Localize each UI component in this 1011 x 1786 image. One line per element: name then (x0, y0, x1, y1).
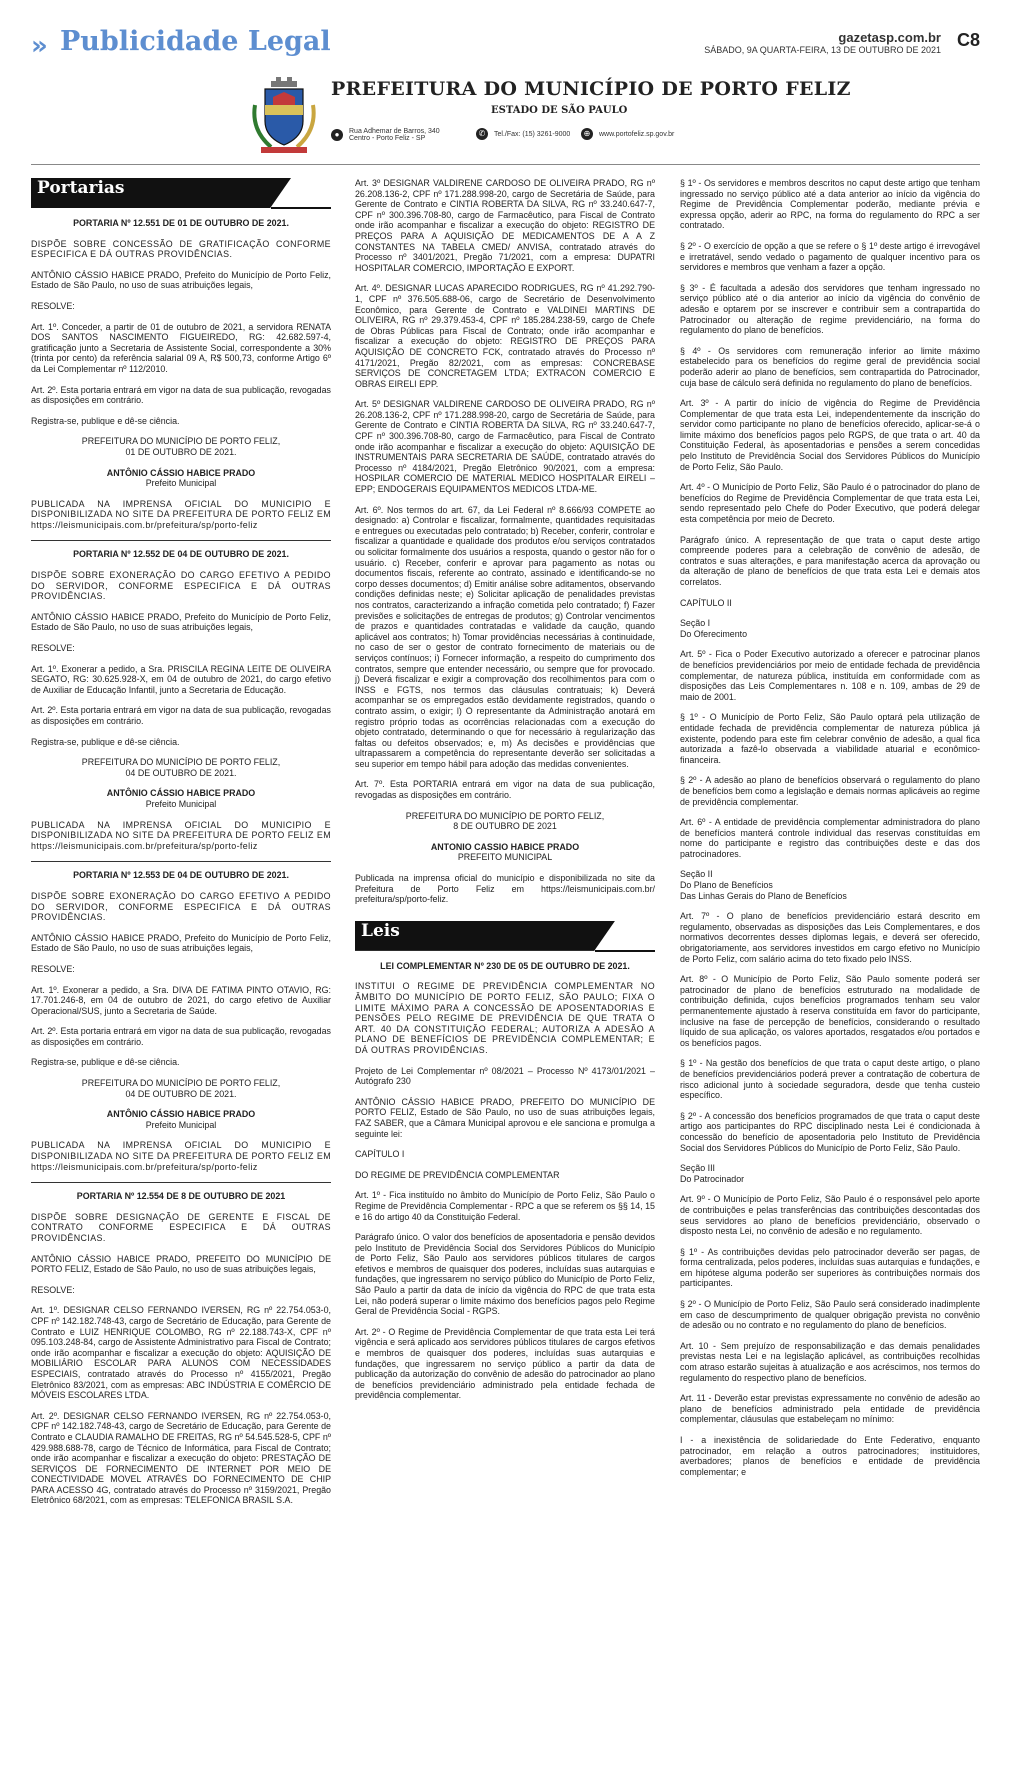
paragraph: ANTÔNIO CÁSSIO HABICE PRADO, Prefeito do Município de Porto Feliz, Estado de São Paulo, no uso de suas atribuições legais, (31, 932, 331, 954)
section-heading: Seção II (680, 869, 713, 880)
section-title: Do Oferecimento (680, 628, 748, 639)
address-text: Rua Adhemar de Barros, 340 Centro - Porto Feliz - SP (349, 128, 440, 142)
divider (31, 540, 331, 541)
article: Art. 9º - O Município de Porto Feliz, São Paulo é o responsável pelo aporte de contribuições e pelas transferências das contribuições descontadas dos seus servidores ao plano de benefícios previdenciário, observado o disposto nesta Lei, no convênio de adesão e no regulamento. (680, 1194, 980, 1237)
sign-date: 8 DE OUTUBRO DE 2021 (453, 821, 557, 832)
portaria-title: PORTARIA Nº 12.554 DE 8 DE OUTUBRO DE 2021 (76, 1191, 286, 1202)
signer-name: ANTÔNIO CÁSSIO HABICE PRADO (106, 788, 256, 799)
column-1 (31, 178, 331, 1516)
article: Art. 6º. Nos termos do art. 67, da Lei Federal nº 8.666/93 COMPETE ao designado: a) Controlar e fiscalizar, formalmente, quantidades requisitadas e entregues ou executadas pelo contratado; b) Receber, conferir, controlar e fiscalizar a quantidade e qualidade dos produtos e/ou serviços contratados ou solicitar formalmente dos usuários a resposta, quando o gestor não for o usuário. c) Receber, conferir e aprovar para pagamento as notas ou documentos fiscais, referente ao contrato, assinado e identificando-se no corpo desses documentos; d) Emitir análise sobre aditamentos, observando condições definidas neste; e) Solicitar aplicação de penalidades previstas nos contratos, caracterizando a infração cometida pelo contratado; f) Fazer previsões e solicitações de entregas de produtos; g) Controlar vencimentos de prazos e quantidades contratadas e validade da caução, quando aplicável aos contratos; h) Tomar providências necessárias à continuidade, no caso de ser o gestor de contrato fornecimento de materiais ou de serviços contínuos; i) Fornecer informação, a respeito do cumprimento dos contratos, sempre que entender necessário, ou sempre que for provocado. j) Deverá fiscalizar e exigir a comprovação dos recolhimentos para com o INSS e FGTS, nos termos das cláusulas contratuais; k) Deverá acompanhar se os empregados estão devidamente registrados, quando o contrato assim, o exigir; l) O representante da Administração anotará em registro próprio todas as ocorrências relacionadas com a execução do objeto contratado, determinando o que for necessário à regularização das faltas ou defeitos observados; e, m) As decisões e providências que ultrapassarem a competência do representante deverão ser solicitadas a seu superior em tempo hábil para adoção das medidas convenientes. (355, 504, 655, 769)
article: Art. 3º - A partir do início de vigência do Regime de Previdência Complementar de que trata esta Lei, independentemente da inscrição do servidor como participante no plano de benefícios oferecido, aplicar-se-á o limite máximo dos benefícios pagos pelo RGPS, de que trata o art. 40 da Constituição Federal, às aposentadorias e pensões a serem concedidas pelo Instituto de Previdência Social dos Servidores Públicos do Município de Porto Feliz, São Paulo. (680, 398, 980, 472)
paragraph: Registra-se, publique e dê-se ciência. (31, 415, 180, 426)
divider (31, 1182, 331, 1183)
phone (476, 128, 570, 140)
article: Art. 1º. Exonerar a pedido, a Sra. PRISCILA REGINA LEITE DE OLIVEIRA SEGATO, RG: 30.625.928-X, em 04 de outubro de 2021, do cargo efetivo de Auxiliar de Educação Infantil, junto a Secretaria de Educação. (31, 663, 331, 695)
paragraph: Parágrafo único. A representação de que trata o caput deste artigo compreende poderes para a celebração de convênio de adesão, de contratos e suas alterações, e para manifestação acerca da aprovação ou da alteração de plano de benefícios de que trata esta Lei e demais atos correlatos. (680, 534, 980, 587)
sign-date: 04 DE OUTUBRO DE 2021. (125, 767, 237, 778)
portaria-ementa: DISPÕE SOBRE EXONERAÇÃO DO CARGO EFETIVO A PEDIDO DO SERVIDOR, CONFORME ESPECIFICA E DÁ OUTRAS PROVIDÊNCIAS. (31, 570, 331, 602)
article: Art. 4º. DESIGNAR LUCAS APARECIDO RODRIGUES, RG nº 41.292.790-1, CPF nº 376.505.688-06, cargo de Secretário de Desenvolvimento Econômico, para Gerente de Contrato e VALDINEI MARTINS DE OLIVEIRA, RG nº 29.379.453-4, CPF nº 185.284.238-59, cargo de Chefe de Obras Públicas para Fiscal de Contrato; onde irão acompanhar e fiscalizar a execução do objeto: REGISTRO DE PREÇOS PARA AQUISIÇÃO DE CONCRETO FCK, contratado através do Processo nº 4171/2021, Pregão 82/2021, com as empresas: CONCREBASE SERVIÇOS DE CONCRETAGEM LTDA; EXTRACON COMERCIO E OBRAS EIRELI EPP. (355, 283, 655, 389)
coat-of-arms-icon (251, 75, 317, 155)
signer-name: ANTONIO CASSIO HABICE PRADO (430, 841, 580, 852)
section-header-leis: Leis (355, 921, 655, 951)
law-title: LEI COMPLEMENTAR Nº 230 DE 05 DE OUTUBRO DE 2021. (380, 960, 630, 971)
article: Art. 2º. Esta portaria entrará em vigor na data de sua publicação, revogadas as disposições em contrário. (31, 384, 331, 406)
law-ementa: INSTITUI O REGIME DE PREVIDÊNCIA COMPLEMENTAR NO ÂMBITO DO MUNICÍPIO DE PORTO FELIZ, SÃO PAULO; FIXA O LIMITE MÁXIMO PARA A CONCESSÃO DE APOSENTADORIAS E PENSÕES PELO REGIME DE PREVIDÊNCIA DE QUE TRATA O ART. 40 DA CONSTITUIÇÃO FEDERAL; AUTORIZA A ADESÃO A PLANO DE BENEFÍCIOS DE PREVIDÊNCIA COMPLEMENTAR; E DÁ OUTRAS PROVIDÊNCIAS. (355, 981, 655, 1055)
article: Art. 8º - O Município de Porto Feliz, São Paulo somente poderá ser patrocinador de plano de benefícios estruturado na modalidade de contribuição definida, cujos benefícios programados tenham seu valor permanentemente ajustado à reserva constituída em favor do participante, inclusive na fase de percepção de benefícios, considerando o resultado líquido de sua aplicação, os valores aportados, resgatados e/ou portados e os benefícios pagos. (680, 974, 980, 1048)
chapter-title: DO REGIME DE PREVIDÊNCIA COMPLEMENTAR (355, 1169, 560, 1180)
article: Art. 7º - O plano de benefícios previdenciário estará descrito em regulamento, observadas as disposições das Leis Complementares, e dos normativos decorrentes desses diplomas legais, e deverá ser oferecido, obrigatoriamente, aos servidores investidos em cargo efetivo no Município de Porto Feliz, com salário acima do teto fixado pelo INSS. (680, 911, 980, 964)
paragraph: § 1º - Na gestão dos benefícios de que trata o caput deste artigo, o plano de benefícios previdenciários poderá prever a contratação de cobertura de risco adicional junto à sociedade seguradora, desde que tenha custeio específico. (680, 1058, 980, 1101)
paragraph: ANTÔNIO CÁSSIO HABICE PRADO, PREFEITO DO MUNICÍPIO DE PORTO FELIZ, Estado de São Paulo, no uso de suas atribuições legais, FAZ SABER, que a Câmara Municipal aprovou e ele sanciona e promulga a seguinte lei: (355, 1096, 655, 1139)
article: Art. 5º - Fica o Poder Executivo autorizado a oferecer e patrocinar planos de benefícios previdenciários por meio de entidade fechada de previdência complementar, de natureza pública, instituída em conformidade com as disposições das Leis Complementares n. 108 e n. 109, ambas de 29 de maio de 2001. (680, 649, 980, 702)
publication-note: PUBLICADA NA IMPRENSA OFICIAL DO MUNICIPIO E DISPONIBILIZADA NO SITE DA PREFEITURA DE PORTO FELIZ EM https://leismunicipais.com.br/prefeitura/sp/porto-feliz (31, 819, 331, 851)
signer-name: ANTÔNIO CÁSSIO HABICE PRADO (106, 467, 256, 478)
article: Art. 2º. Esta portaria entrará em vigor na data de sua publicação, revogadas as disposições em contrário. (31, 705, 331, 726)
website[interactable] (581, 128, 674, 140)
section-title: Das Linhas Gerais do Plano de Benefícios (680, 890, 847, 901)
portaria-ementa: DISPÕE SOBRE DESIGNAÇÃO DE GERENTE E FISCAL DE CONTRATO CONFORME ESPECIFICA E DÁ OUTRAS PROVIDÊNCIAS. (31, 1211, 331, 1243)
paragraph: Registra-se, publique e dê-se ciência. (31, 1057, 180, 1068)
masthead-title: PREFEITURA DO MUNICÍPIO DE PORTO FELIZ (331, 78, 851, 100)
paragraph: RESOLVE: (31, 1284, 75, 1295)
article: Art. 2º. DESIGNAR CELSO FERNANDO IVERSEN, RG nº 22.754.053-0, CPF nº 142.182.748-43, cargo de Secretário de Educação, para Gerente de Contrato e CLAUDIA RAMALHO DE FREITAS, RG nº 54.545.528-5, CPF nº 429.988.688-78, cargo de Técnico de Informática, para Fiscal de Contrato; onde irão acompanhar e fiscalizar a execução do objeto: PRESTAÇÃO DE SERVIÇOS DE FORNECIMENTO DE INTERNET POR MEIO DE CONECTIVIDADE MOVEL ATRAVÉS DO FORNECIMENTO DE CHIP PARA ACESSO 4G, contratado através do Processo nº 3159/2021, Pregão Eletrônico 68/2021, com as empresas: TELEFONICA BRASIL S.A. (31, 1410, 331, 1506)
sign-place: PREFEITURA DO MUNICÍPIO DE PORTO FELIZ, (405, 810, 605, 821)
paragraph: Parágrafo único. O valor dos benefícios de aposentadoria e pensão devidos pelo Instituto de Previdência Social dos Servidores Públicos do Município de Porto Feliz, São Paulo aos servidores públicos titulares de cargos efetivos e membros de quaisquer dos poderes, incluídas suas autarquias e fundações, que ingressarem no serviço público do Município de Porto Feliz, São Paulo a partir da data de início da vigência do RPC de que trata esta Lei, não poderá superar o limite máximo dos benefícios pagos pelo Regime Geral de Previdência Social - RGPS. (355, 1232, 655, 1317)
paragraph: § 2º - O Município de Porto Feliz, São Paulo será considerado inadimplente em caso de descumprimento de qualquer obrigação prevista no convênio de adesão ou no contrato e no regulamento do plano de benefícios. (680, 1299, 980, 1331)
article: Art. 1º. Conceder, a partir de 01 de outubro de 2021, a servidora RENATA DOS SANTOS NASCIMENTO FIGUEIREDO, RG: 42.682.597-4, gratificação junto a Secretaria de Assistente Social, correspondente a 30% (trinta por cento) da referência salarial 09 A, R$ 500,73, conforme Artigo 6º da Lei Complementar nº 112/2010. (31, 321, 331, 374)
paragraph: Projeto de Lei Complementar nº 08/2021 – Processo Nº 4173/01/2021 – Autógrafo 230 (355, 1065, 655, 1087)
website-text[interactable]: www.portofeliz.sp.gov.br (599, 130, 675, 138)
portaria-title: PORTARIA Nº 12.552 DE 04 DE OUTUBRO DE 2021. (73, 549, 289, 560)
portaria-ementa: DISPÕE SOBRE EXONERAÇÃO DO CARGO EFETIVO A PEDIDO DO SERVIDOR, CONFORME ESPECIFICA E DÁ OUTRAS PROVIDÊNCIAS. (31, 890, 331, 923)
section-title: Publicidade Legal (60, 26, 331, 57)
signer-role: Prefeito Municipal (145, 798, 217, 809)
sign-date: 01 DE OUTUBRO DE 2021. (125, 446, 237, 457)
column-2 (355, 178, 655, 1411)
paragraph: § 3º - É facultada a adesão dos servidores que tenham ingressado no serviço público até o dia anterior ao início da vigência do convênio de adesão e optarem por se inscrever e contribuir sem a contrapartida do Patrocinador ou alteração de regime previdenciário, na forma do regulamento do plano de benefícios. (680, 282, 980, 336)
paragraph: I - a inexistência de solidariedade do Ente Federativo, enquanto patrocinador, em relação a outros patrocinadores; instituidores, averbadores; planos de benefícios e entidade de previdência complementar; e (680, 1435, 980, 1477)
section-heading: Seção I (680, 618, 711, 629)
signer-role: PREFEITO MUNICIPAL (457, 852, 553, 863)
portaria-title: PORTARIA Nº 12.553 DE 04 DE OUTUBRO DE 2021. (73, 870, 289, 881)
article: Art. 10 - Sem prejuízo de responsabilização e das demais penalidades previstas nesta Lei e na legislação aplicável, as contribuições recolhidas com atraso estarão sujeitas à atualização e aos acréscimos, nos termos do regulamento do respectivo plano de benefícios. (680, 1340, 980, 1383)
section-heading: Seção III (680, 1163, 716, 1174)
chapter-heading: CAPÍTULO II (680, 597, 732, 608)
article: Art. 11 - Deverão estar previstas expressamente no convênio de adesão ao plano de benefícios administrado pela entidade de previdência complementar, cláusulas que estabeleçam no mínimo: (680, 1393, 980, 1425)
publication-note: PUBLICADA NA IMPRENSA OFICIAL DO MUNICIPIO E DISPONIBILIZADA NO SITE DA PREFEITURA DE PORTO FELIZ EM https://leismunicipais.com.br/prefeitura/sp/porto-feliz (31, 498, 331, 530)
chapter-heading: CAPÍTULO I (355, 1149, 405, 1160)
page-header (0, 0, 1011, 62)
publication-note: PUBLICADA NA IMPRENSA OFICIAL DO MUNICIPIO E DISPONIBILIZADA NO SITE DA PREFEITURA DE PORTO FELIZ EM https://leismunicipais.com.br/prefeitura/sp/porto-feliz (31, 1140, 331, 1172)
paragraph: RESOLVE: (31, 963, 75, 974)
paragraph: § 2º - O exercício de opção a que se refere o § 1º deste artigo é irrevogável e irretratável, sendo vedado o pagamento de qualquer incentivo para os servidores e membros que venham a fazer a opção. (680, 240, 980, 273)
article: Art. 7º. Esta PORTARIA entrará em vigor na data de sua publicação, revogadas as disposições em contrário. (355, 779, 655, 801)
article: Art. 4º - O Município de Porto Feliz, São Paulo é o patrocinador do plano de benefícios do Regime de Previdência Complementar de que trata esta Lei, sendo representado pelo Chefe do Poder Executivo, que poderá delegar esta competência por meio de Decreto. (680, 482, 980, 525)
edition-date: SÁBADO, 9A QUARTA-FEIRA, 13 DE OUTUBRO DE 2021 (704, 45, 941, 55)
article: Art. 1º - Fica instituído no âmbito do Município de Porto Feliz, São Paulo o Regime de Previdência Complementar - RPC a que se referem os §§ 14, 15 e 16 do artigo 40 da Constituição Federal. (355, 1190, 655, 1222)
signer-role: Prefeito Municipal (145, 478, 217, 489)
address (331, 128, 449, 142)
portaria-ementa: DISPÕE SOBRE CONCESSÃO DE GRATIFICAÇÃO CONFORME ESPECIFICA E DÁ OUTRAS PROVIDÊNCIAS. (31, 238, 331, 260)
sign-place: PREFEITURA DO MUNICÍPIO DE PORTO FELIZ, (81, 757, 281, 768)
masthead-subtitle: ESTADO DE SÃO PAULO (491, 105, 628, 116)
paragraph: RESOLVE: (31, 300, 75, 311)
section-title: Do Plano de Benefícios (680, 880, 773, 891)
sign-place: PREFEITURA DO MUNICÍPIO DE PORTO FELIZ, (81, 436, 281, 447)
chevron-right-icon: » (31, 31, 42, 61)
section-header-portarias: Portarias (31, 178, 331, 208)
paragraph: § 1º - As contribuições devidas pelo patrocinador deverão ser pagas, de forma centralizada, pelos poderes, incluídas suas autarquias e fundações, e em hipótese alguma poderão ser superiores às contribuições normais dos participantes. (680, 1246, 980, 1289)
signer-name: ANTÔNIO CÁSSIO HABICE PRADO (106, 1109, 256, 1120)
paragraph: Registra-se, publique e dê-se ciência. (31, 736, 180, 747)
article: Art. 1º. DESIGNAR CELSO FERNANDO IVERSEN, RG nº 22.754.053-0, CPF nº 142.182.748-43, cargo de Secretário de Educação, para Gerente de Contrato e LUIZ HENRIQUE COLOMBO, RG nº 22.188.743-X, CPF nº 095.103.248-84, cargo de Assistente Administrativo para Fiscal de Contrato; onde irão acompanhar e fiscalizar a execução do objeto: AQUISIÇÃO DE MOBILIÁRIO ESCOLAR PARA ALUNOS COM NECESSIDADES ESPECIAIS, contratado através do Processo nº 4155/2021, Pregão Eletrônico 83/2021, com as empresas: ABC INDÚSTRIA E COMÉRCIO DE MÓVEIS ESCOLARES LTDA. (31, 1305, 331, 1401)
paragraph: § 2º - A adesão ao plano de benefícios observará o regulamento do plano de benefícios bem como a legislação e demais normas aplicáveis ao regime de previdência complementar. (680, 775, 980, 807)
article: Art. 6º - A entidade de previdência complementar administradora do plano de benefícios manterá controle individual das reservas constituídas em nome do participante e registro das contribuições deste e das dos patrocinadores. (680, 817, 980, 859)
sign-place: PREFEITURA DO MUNICÍPIO DE PORTO FELIZ, (81, 1078, 281, 1089)
article: Art. 5º DESIGNAR VALDIRENE CARDOSO DE OLIVEIRA PRADO, RG nº 26.208.136-2, CPF nº 171.288.998-20, cargo de Secretária de Saúde, para Gerente de Contrato e CINTIA ROBERTA DA SILVA, RG nº 33.240.647-7, CPF nº 300.396.708-80, cargo de Farmacêutico, para Fiscal de Contrato onde irão acompanhar e fiscalizar a execução do objeto: AQUISIÇÃO DE INSTRUMENTAIS PARA SECRETARIA DE SAÚDE, contratado através do Processo nº 4184/2021, Pregão Eletrônico 90/2021, com a empresa: HOSPILAR COMERCIO DE MATERIAL MEDICO HOSPITALAR EIRELI – EPP; ENDOGERAIS EQUIPAMENTOS MEDICOS LTDA-ME. (355, 399, 655, 495)
location-pin-icon: ● (331, 129, 343, 141)
sign-date: 04 DE OUTUBRO DE 2021. (125, 1088, 237, 1099)
divider (31, 861, 331, 862)
paragraph: ANTÔNIO CÁSSIO HABICE PRADO, PREFEITO DO MUNICÍPIO DE PORTO FELIZ, Estado de São Paulo, no uso de suas atribuições legais, (31, 1253, 331, 1275)
paragraph: § 1º - Os servidores e membros descritos no caput deste artigo que tenham ingressado no serviço público até a data anterior ao início da vigência do Regime de Previdência Complementar poderão, mediante prévia e expressa opção, aderir ao RPC, na forma do regulamento do RPC a ser contratado. (680, 178, 980, 231)
portaria-title: PORTARIA Nº 12.551 DE 01 DE OUTUBRO DE 2021. (73, 218, 289, 228)
signer-role: Prefeito Municipal (145, 1119, 217, 1130)
masthead (31, 70, 980, 160)
article: Art. 1º. Exonerar a pedido, a Sra. DIVA DE FATIMA PINTO OTAVIO, RG: 17.701.246-8, em 04 de outubro de 2021, do cargo efetivo de Auxiliar Operacional/SUS, junto a Secretaria de Saúde. (31, 984, 331, 1016)
globe-icon: ⊕ (581, 128, 593, 140)
article: Art. 2º - O Regime de Previdência Complementar de que trata esta Lei terá vigência e será aplicado aos servidores públicos titulares de cargos efetivos e membros de quaisquer dos poderes, incluídas suas autarquias e fundações, que ingressarem no serviço público a partir da data de publicação da autorização do convênio de adesão do patrocinador ao plano de benefícios previdenciário administrado pela entidade fechada de previdência complementar. (355, 1326, 655, 1401)
paragraph: § 4º - Os servidores com remuneração inferior ao limite máximo estabelecido para os benefícios do regime geral de previdência social poderão aderir ao plano de benefícios, sem contrapartida do Patrocinador, cuja base de cálculo será definida no regulamento do plano de benefícios. (680, 345, 980, 388)
paragraph: § 2º - A concessão dos benefícios programados de que trata o caput deste artigo aos participantes do RPC disciplinado nesta Lei é condicionada à concessão do benefício de aposentadoria pelo Instituto de Previdência Social dos Servidores Públicos do Município de Porto Feliz, São Paulo. (680, 1110, 980, 1153)
paragraph: ANTÔNIO CÁSSIO HABICE PRADO, Prefeito do Município de Porto Feliz, Estado de São Paulo, no uso de suas atribuições legais, (31, 269, 331, 291)
header-rule (31, 164, 980, 165)
page-number: C8 (956, 30, 980, 50)
paragraph: ANTÔNIO CÁSSIO HABICE PRADO, Prefeito do Município de Porto Feliz, Estado de São Paulo, no uso de suas atribuições legais, (31, 611, 331, 633)
article: Art. 3º DESIGNAR VALDIRENE CARDOSO DE OLIVEIRA PRADO, RG nº 26.208.136-2, CPF nº 171.288.998-20, cargo de Secretária de Saúde, para Gerente de Contrato e CINTIA ROBERTA DA SILVA, RG nº 33.240.647-7, CPF nº 300.396.708-80, cargo de Farmacêutico, para Fiscal de Contrato onde irão acompanhar e fiscalizar a execução do objeto: REGISTRO DE PREÇOS PARA A AQUISIÇÃO DE MEDICAMENTOS DE A A Z CONSTANTES NA TABELA CMED/ ANVISA, contratado através do Processo nº 3401/2021, Pregão 71/2021, com a empresa: DUPATRI HOSPITALAR COMERCIO, IMPORTAÇÃO E EXPORT. (355, 178, 655, 273)
phone-text: Tel./Fax: (15) 3261-9000 (494, 130, 571, 138)
section-title: Do Patrocinador (680, 1173, 745, 1184)
publication-note: Publicada na imprensa oficial do município e disponibilizada no site da Prefeitura de Porto Feliz em https://leismunicipais.com.br/ prefeitura/sp/porto-feliz. (355, 873, 655, 905)
site-name[interactable]: gazetasp.com.br (838, 30, 941, 45)
paragraph: RESOLVE: (31, 643, 75, 654)
phone-icon: ✆ (476, 128, 488, 140)
paragraph: § 1º - O Município de Porto Feliz, São Paulo optará pela utilização de entidade fechada de previdência complementar de natureza pública já existente, podendo para este fim celebrar convênio de adesão, a qual fica autorizada a fazê-lo observada a viabilidade atuarial e econômico-financeira. (680, 712, 980, 765)
article: Art. 2º. Esta portaria entrará em vigor na data de sua publicação, revogadas as disposições em contrário. (31, 1026, 331, 1047)
column-3 (680, 178, 980, 1487)
